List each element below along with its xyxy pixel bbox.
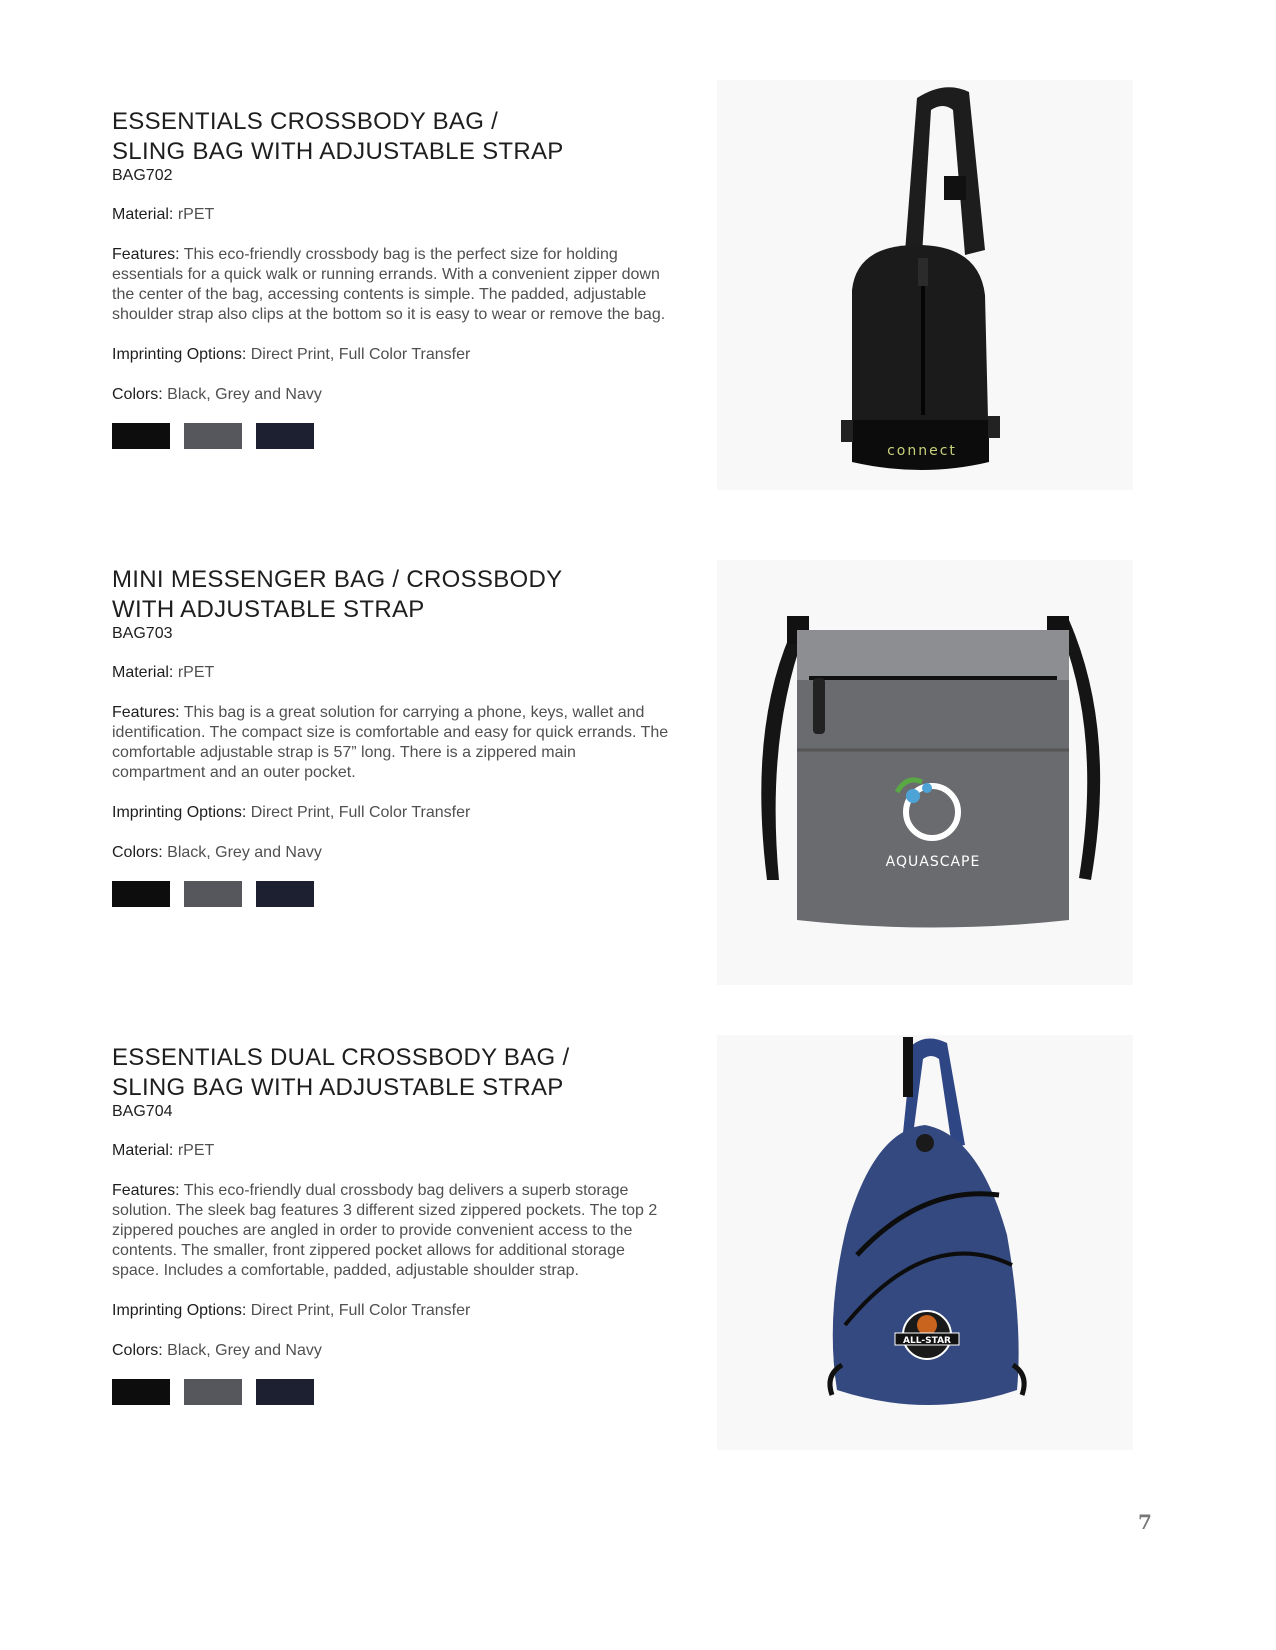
colors-value: Black, Grey and Navy: [167, 844, 322, 861]
product-photo-bag703: [717, 560, 1133, 985]
swatch-grey[interactable]: [184, 423, 242, 449]
product-sku: BAG704: [112, 1103, 173, 1120]
imprint-value: Direct Print, Full Color Transfer: [250, 804, 471, 821]
features-row: [112, 1181, 672, 1281]
imprint-row: [112, 1301, 672, 1321]
material-value: rPET: [177, 664, 215, 681]
material-row: [112, 1141, 672, 1161]
material-label: Material:: [112, 664, 174, 681]
product-photo-bag702: [717, 80, 1133, 490]
material-label: Material:: [112, 1142, 174, 1159]
colors-label: Colors:: [112, 1342, 163, 1359]
swatch-navy[interactable]: [256, 881, 314, 907]
imprint-label: Imprinting Options:: [112, 1302, 247, 1319]
title-line-1: MINI MESSENGER BAG / CROSSBODY: [112, 566, 563, 593]
colors-label: Colors:: [112, 844, 163, 861]
features-text: This bag is a great solution for carrying a phone, keys, wallet and identification. The compact size is comfortable and easy for quick errands. The comfortable adjustable strap is 57” long. There is a zippered main compartment and an outer pocket.: [112, 704, 669, 781]
bag-logo-text: connect: [887, 443, 957, 459]
product-sku: BAG703: [112, 625, 173, 642]
product-bag703: [112, 565, 672, 907]
material-row: [112, 205, 672, 225]
imprint-value: Direct Print, Full Color Transfer: [250, 346, 471, 363]
colors-row: [112, 1341, 672, 1361]
imprint-label: Imprinting Options:: [112, 804, 247, 821]
swatch-black[interactable]: [112, 423, 170, 449]
color-swatches: [112, 423, 672, 449]
bag-logo-text: ALL-STAR: [903, 1336, 951, 1346]
colors-value: Black, Grey and Navy: [167, 386, 322, 403]
swatch-grey[interactable]: [184, 881, 242, 907]
imprint-label: Imprinting Options:: [112, 346, 247, 363]
features-row: [112, 245, 672, 325]
product-bag702: [112, 107, 672, 449]
colors-label: Colors:: [112, 386, 163, 403]
messenger-bag-grey-image: [717, 560, 1133, 985]
swatch-black[interactable]: [112, 881, 170, 907]
sling-bag-black-image: [717, 80, 1133, 490]
features-text: This eco-friendly crossbody bag is the perfect size for holding essentials for a quick walk or running errands. With a convenient zipper down the center of the bag, accessing contents is simple. The padded, adjustable shoulder strap also clips at the bottom so it is easy to wear or remove the bag.: [112, 246, 666, 323]
title-line-2: SLING BAG WITH ADJUSTABLE STRAP: [112, 138, 564, 165]
title-line-1: ESSENTIALS CROSSBODY BAG /: [112, 108, 499, 135]
features-row: [112, 703, 672, 783]
color-swatches: [112, 881, 672, 907]
color-swatches: [112, 1379, 672, 1405]
features-label: Features:: [112, 704, 180, 721]
material-value: rPET: [177, 1142, 215, 1159]
colors-row: [112, 843, 672, 863]
imprint-row: [112, 345, 672, 365]
features-text: This eco-friendly dual crossbody bag delivers a superb storage solution. The sleek bag features 3 different sized zippered pockets. The top 2 zippered pouches are angled in order to provide convenient access to the contents. The smaller, front zippered pocket allows for additional storage space. Includes a comfortable, padded, adjustable shoulder strap.: [112, 1182, 658, 1279]
features-label: Features:: [112, 1182, 180, 1199]
product-title: [112, 1043, 672, 1103]
product-title: [112, 565, 672, 625]
colors-value: Black, Grey and Navy: [167, 1342, 322, 1359]
colors-row: [112, 385, 672, 405]
features-label: Features:: [112, 246, 180, 263]
material-value: rPET: [177, 206, 215, 223]
material-label: Material:: [112, 206, 174, 223]
swatch-grey[interactable]: [184, 1379, 242, 1405]
imprint-value: Direct Print, Full Color Transfer: [250, 1302, 471, 1319]
product-bag704: [112, 1043, 672, 1405]
imprint-row: [112, 803, 672, 823]
swatch-black[interactable]: [112, 1379, 170, 1405]
title-line-1: ESSENTIALS DUAL CROSSBODY BAG /: [112, 1044, 570, 1071]
product-photo-bag704: [717, 1035, 1133, 1450]
bag-logo-text: AQUASCAPE: [885, 854, 981, 870]
swatch-navy[interactable]: [256, 423, 314, 449]
material-row: [112, 663, 672, 683]
product-title: [112, 107, 672, 167]
swatch-navy[interactable]: [256, 1379, 314, 1405]
page-number: 7: [1138, 1510, 1152, 1534]
dual-sling-bag-navy-image: [717, 1035, 1133, 1450]
title-line-2: WITH ADJUSTABLE STRAP: [112, 596, 425, 623]
product-sku: BAG702: [112, 167, 173, 184]
title-line-2: SLING BAG WITH ADJUSTABLE STRAP: [112, 1074, 564, 1101]
